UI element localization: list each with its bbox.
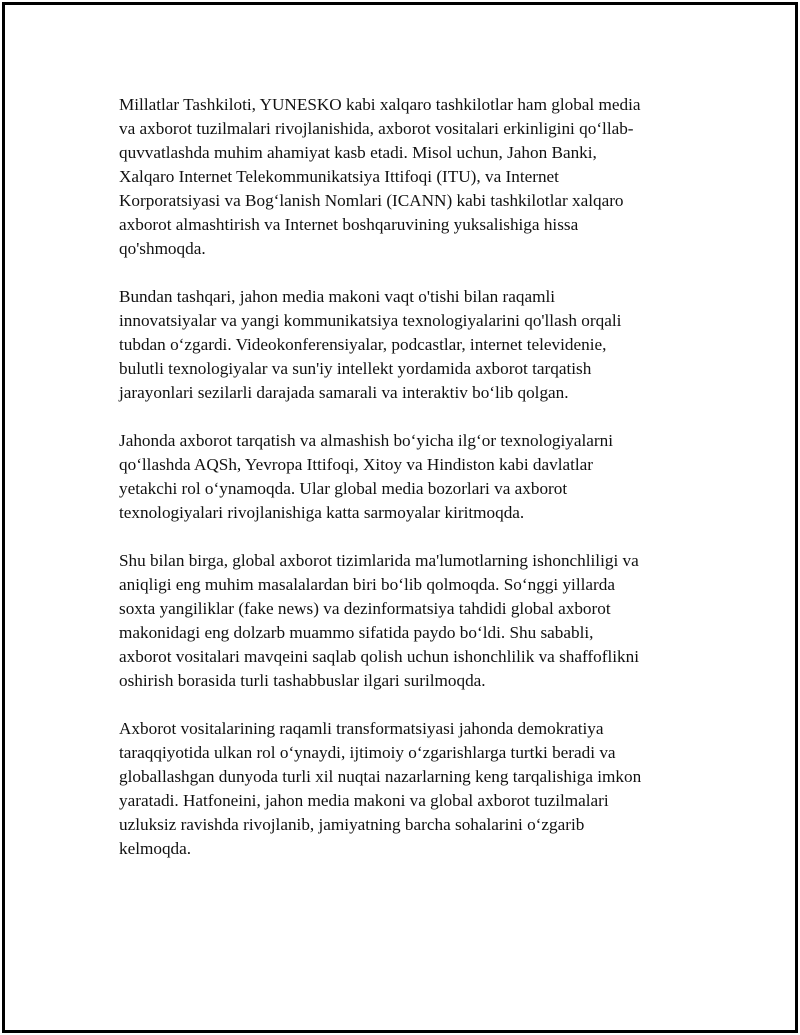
text-line: aniqligi eng muhim masalalardan biri bo‘lib qolmoqda. So‘nggi yillarda: [119, 575, 615, 594]
text-line: kelmoqda.: [119, 839, 192, 858]
document-body: [119, 93, 709, 885]
text-line: Jahonda axborot tarqatish va almashish bo‘yicha ilg‘or texnologiyalarni: [119, 431, 614, 450]
text-line: Millatlar Tashkiloti, YUNESKO kabi xalqaro tashkilotlar ham global media: [119, 95, 641, 114]
text-line: Xalqaro Internet Telekommunikatsiya Ittifoqi (ITU), va Internet: [119, 167, 559, 186]
text-line: makonidagi eng dolzarb muammo sifatida paydo bo‘ldi. Shu sababli,: [119, 623, 594, 642]
text-line: oshirish borasida turli tashabbuslar ilgari surilmoqda.: [119, 671, 486, 690]
paragraph-2: [119, 285, 709, 405]
paragraph-3: [119, 429, 709, 525]
text-line: jarayonlari sezilarli darajada samarali va interaktiv bo‘lib qolgan.: [119, 383, 569, 402]
text-line: qo‘llashda AQSh, Yevropa Ittifoqi, Xitoy va Hindiston kabi davlatlar: [119, 455, 594, 474]
paragraph-1: [119, 93, 709, 261]
text-line: uzluksiz ravishda rivojlanib, jamiyatning barcha sohalarini o‘zgarib: [119, 815, 585, 834]
text-line: soxta yangiliklar (fake news) va dezinformatsiya tahdidi global axborot: [119, 599, 611, 618]
text-line: yetakchi rol o‘ynamoqda. Ular global media bozorlari va axborot: [119, 479, 568, 498]
text-line: yaratadi. Hatfoneini, jahon media makoni va global axborot tuzilmalari: [119, 791, 609, 810]
text-line: va axborot tuzilmalari rivojlanishida, axborot vositalari erkinligini qo‘llab-: [119, 119, 634, 138]
text-line: tubdan o‘zgardi. Videokonferensiyalar, podcastlar, internet televidenie,: [119, 335, 607, 354]
text-line: globallashgan dunyoda turli xil nuqtai nazarlarning keng tarqalishiga imkon: [119, 767, 642, 786]
text-line: quvvatlashda muhim ahamiyat kasb etadi. Misol uchun, Jahon Banki,: [119, 143, 597, 162]
text-line: bulutli texnologiyalar va sun'iy intellekt yordamida axborot tarqatish: [119, 359, 592, 378]
text-line: innovatsiyalar va yangi kommunikatsiya texnologiyalarini qo'llash orqali: [119, 311, 622, 330]
paragraph-4: [119, 549, 709, 693]
text-line: axborot vositalari mavqeini saqlab qolish uchun ishonchlilik va shaffoflikni: [119, 647, 639, 666]
text-line: Bundan tashqari, jahon media makoni vaqt o'tishi bilan raqamli: [119, 287, 556, 306]
text-line: Axborot vositalarining raqamli transformatsiyasi jahonda demokratiya: [119, 719, 604, 738]
document-page: [2, 2, 798, 1033]
text-line: axborot almashtirish va Internet boshqaruvining yuksalishiga hissa: [119, 215, 579, 234]
text-line: qo'shmoqda.: [119, 239, 206, 258]
text-line: Shu bilan birga, global axborot tizimlarida ma'lumotlarning ishonchliligi va: [119, 551, 639, 570]
text-line: taraqqiyotida ulkan rol o‘ynaydi, ijtimoiy o‘zgarishlarga turtki beradi va: [119, 743, 616, 762]
text-line: texnologiyalari rivojlanishiga katta sarmoyalar kiritmoqda.: [119, 503, 525, 522]
paragraph-5: [119, 717, 709, 861]
text-line: Korporatsiyasi va Bog‘lanish Nomlari (ICANN) kabi tashkilotlar xalqaro: [119, 191, 624, 210]
